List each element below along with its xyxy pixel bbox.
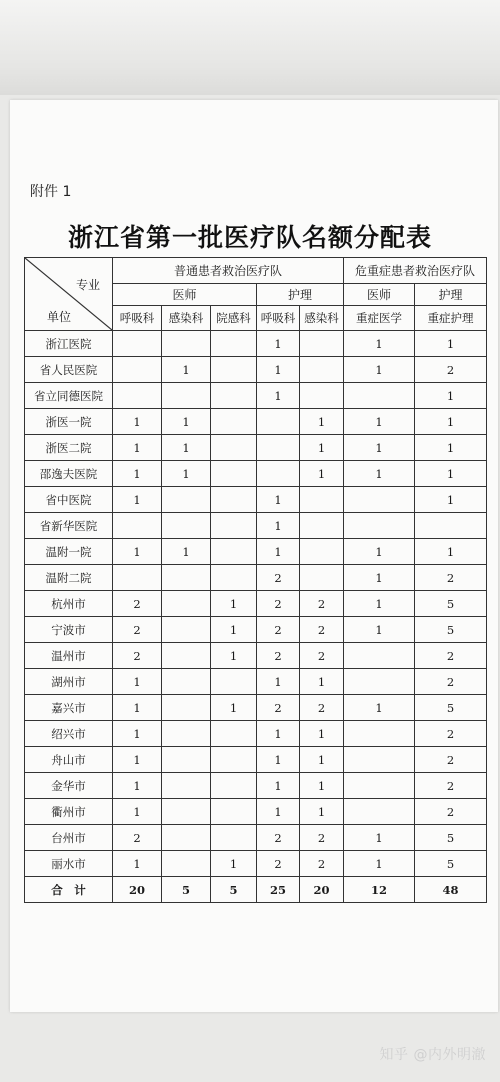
table-row xyxy=(25,357,487,383)
quota-cell: 1 xyxy=(257,747,300,773)
quota-cell xyxy=(300,357,344,383)
subheader-general-doctor: 医师 xyxy=(113,284,257,306)
quota-cell xyxy=(257,435,300,461)
table-row xyxy=(25,851,487,877)
quota-cell xyxy=(162,851,211,877)
quota-cell: 5 xyxy=(415,695,487,721)
unit-name-cell: 衢州市 xyxy=(25,799,113,825)
quota-cell: 2 xyxy=(415,565,487,591)
quota-cell xyxy=(415,513,487,539)
quota-cell xyxy=(211,799,257,825)
quota-cell xyxy=(162,617,211,643)
watermark: 知乎 @内外明澈 xyxy=(379,1047,486,1063)
unit-name-cell: 宁波市 xyxy=(25,617,113,643)
quota-cell: 1 xyxy=(415,409,487,435)
quota-cell xyxy=(162,643,211,669)
quota-cell xyxy=(211,383,257,409)
quota-cell xyxy=(344,513,415,539)
table-row xyxy=(25,487,487,513)
quota-cell xyxy=(211,435,257,461)
table-row xyxy=(25,825,487,851)
table-row xyxy=(25,747,487,773)
total-cell: 20 xyxy=(300,877,344,903)
table-row xyxy=(25,721,487,747)
quota-cell: 2 xyxy=(415,747,487,773)
unit-name-cell: 台州市 xyxy=(25,825,113,851)
quota-cell: 2 xyxy=(257,565,300,591)
column-header: 呼吸科 xyxy=(113,306,162,331)
attachment-label: 附件 1 xyxy=(30,184,72,200)
column-header: 感染科 xyxy=(300,306,344,331)
table-row xyxy=(25,565,487,591)
quota-cell: 1 xyxy=(113,721,162,747)
quota-cell: 1 xyxy=(257,799,300,825)
quota-cell: 1 xyxy=(344,331,415,357)
quota-cell xyxy=(211,825,257,851)
corner-label-specialty: 专业 xyxy=(75,278,100,292)
group-header-general: 普通患者救治医疗队 xyxy=(113,258,344,284)
unit-name-cell: 绍兴市 xyxy=(25,721,113,747)
table-row xyxy=(25,799,487,825)
table-row xyxy=(25,643,487,669)
subheader-critical-doctor: 医师 xyxy=(344,284,415,306)
quota-cell: 1 xyxy=(257,383,300,409)
quota-cell: 1 xyxy=(211,643,257,669)
quota-cell: 2 xyxy=(300,851,344,877)
quota-cell: 1 xyxy=(113,409,162,435)
quota-cell xyxy=(300,331,344,357)
quota-cell: 1 xyxy=(257,487,300,513)
quota-cell xyxy=(162,513,211,539)
quota-cell: 1 xyxy=(113,487,162,513)
quota-cell xyxy=(257,461,300,487)
quota-cell xyxy=(162,799,211,825)
quota-cell xyxy=(300,539,344,565)
quota-cell xyxy=(113,357,162,383)
quota-cell xyxy=(257,409,300,435)
quota-cell xyxy=(211,487,257,513)
quota-cell: 5 xyxy=(415,825,487,851)
quota-cell: 1 xyxy=(257,721,300,747)
quota-cell xyxy=(211,669,257,695)
unit-name-cell: 浙医一院 xyxy=(25,409,113,435)
quota-cell: 1 xyxy=(300,747,344,773)
subheader-critical-nurse: 护理 xyxy=(415,284,487,306)
column-header: 重症护理 xyxy=(415,306,487,331)
quota-cell: 2 xyxy=(415,643,487,669)
table-row xyxy=(25,435,487,461)
total-label-cell: 合 计 xyxy=(25,877,113,903)
quota-cell xyxy=(211,721,257,747)
quota-cell xyxy=(344,799,415,825)
quota-cell: 1 xyxy=(113,435,162,461)
quota-cell: 1 xyxy=(344,539,415,565)
quota-cell: 1 xyxy=(300,669,344,695)
quota-cell xyxy=(211,409,257,435)
unit-name-cell: 杭州市 xyxy=(25,591,113,617)
quota-cell: 1 xyxy=(344,461,415,487)
quota-cell: 1 xyxy=(113,851,162,877)
column-header: 感染科 xyxy=(162,306,211,331)
quota-cell: 1 xyxy=(113,799,162,825)
total-cell: 25 xyxy=(257,877,300,903)
quota-cell: 1 xyxy=(257,669,300,695)
table-row xyxy=(25,461,487,487)
table-row xyxy=(25,383,487,409)
quota-cell: 1 xyxy=(211,851,257,877)
table-row xyxy=(25,669,487,695)
quota-cell xyxy=(211,331,257,357)
quota-cell: 2 xyxy=(415,773,487,799)
quota-cell xyxy=(162,487,211,513)
quota-cell: 1 xyxy=(300,799,344,825)
quota-cell xyxy=(344,721,415,747)
unit-name-cell: 省新华医院 xyxy=(25,513,113,539)
total-cell: 12 xyxy=(344,877,415,903)
quota-cell xyxy=(344,383,415,409)
total-cell: 20 xyxy=(113,877,162,903)
quota-cell: 5 xyxy=(415,851,487,877)
table-row xyxy=(25,773,487,799)
quota-cell: 1 xyxy=(344,695,415,721)
quota-cell: 1 xyxy=(344,409,415,435)
corner-label-unit: 单位 xyxy=(47,310,72,324)
quota-cell: 2 xyxy=(300,591,344,617)
quota-cell: 1 xyxy=(113,747,162,773)
quota-cell: 1 xyxy=(257,331,300,357)
unit-name-cell: 邵逸夫医院 xyxy=(25,461,113,487)
subheader-general-nurse: 护理 xyxy=(257,284,344,306)
unit-name-cell: 丽水市 xyxy=(25,851,113,877)
quota-cell: 1 xyxy=(113,669,162,695)
quota-cell xyxy=(300,487,344,513)
quota-cell: 1 xyxy=(113,773,162,799)
quota-cell: 1 xyxy=(257,773,300,799)
total-cell: 5 xyxy=(211,877,257,903)
unit-name-cell: 舟山市 xyxy=(25,747,113,773)
quota-cell: 2 xyxy=(257,825,300,851)
quota-cell xyxy=(211,513,257,539)
group-header-critical: 危重症患者救治医疗队 xyxy=(344,258,487,284)
quota-cell: 1 xyxy=(344,357,415,383)
table-row xyxy=(25,539,487,565)
total-row xyxy=(25,877,487,903)
quota-cell: 2 xyxy=(415,669,487,695)
quota-cell: 1 xyxy=(211,591,257,617)
quota-cell xyxy=(113,331,162,357)
unit-name-cell: 省中医院 xyxy=(25,487,113,513)
quota-cell: 2 xyxy=(257,695,300,721)
quota-cell: 1 xyxy=(344,617,415,643)
quota-cell xyxy=(300,383,344,409)
quota-cell xyxy=(344,487,415,513)
quota-cell xyxy=(162,565,211,591)
quota-cell: 2 xyxy=(300,617,344,643)
total-cell: 5 xyxy=(162,877,211,903)
quota-cell: 1 xyxy=(257,513,300,539)
quota-cell: 2 xyxy=(300,695,344,721)
quota-cell: 1 xyxy=(162,539,211,565)
quota-cell: 1 xyxy=(300,721,344,747)
quota-cell: 1 xyxy=(162,435,211,461)
quota-cell: 2 xyxy=(257,591,300,617)
unit-name-cell: 嘉兴市 xyxy=(25,695,113,721)
quota-cell xyxy=(162,825,211,851)
quota-cell: 1 xyxy=(344,565,415,591)
photo-top-band xyxy=(0,0,500,95)
quota-cell: 1 xyxy=(415,383,487,409)
quota-cell xyxy=(211,773,257,799)
quota-cell: 2 xyxy=(113,591,162,617)
document-title: 浙江省第一批医疗队名额分配表 xyxy=(67,223,432,252)
quota-cell: 1 xyxy=(300,409,344,435)
quota-cell xyxy=(211,747,257,773)
quota-cell xyxy=(300,565,344,591)
quota-cell xyxy=(162,695,211,721)
quota-cell xyxy=(162,591,211,617)
quota-cell: 5 xyxy=(415,591,487,617)
unit-name-cell: 省人民医院 xyxy=(25,357,113,383)
quota-cell xyxy=(162,669,211,695)
unit-name-cell: 浙医二院 xyxy=(25,435,113,461)
quota-cell xyxy=(162,747,211,773)
quota-cell xyxy=(113,383,162,409)
quota-cell xyxy=(211,539,257,565)
column-header: 院感科 xyxy=(211,306,257,331)
quota-cell xyxy=(211,565,257,591)
quota-cell: 1 xyxy=(344,435,415,461)
quota-cell: 2 xyxy=(257,643,300,669)
unit-name-cell: 湖州市 xyxy=(25,669,113,695)
quota-cell: 2 xyxy=(113,825,162,851)
table-row xyxy=(25,409,487,435)
quota-cell: 1 xyxy=(344,851,415,877)
quota-cell: 2 xyxy=(113,617,162,643)
quota-cell: 1 xyxy=(211,695,257,721)
quota-cell: 2 xyxy=(415,721,487,747)
quota-cell: 1 xyxy=(257,539,300,565)
table-row xyxy=(25,695,487,721)
quota-cell: 1 xyxy=(300,435,344,461)
quota-cell: 1 xyxy=(300,773,344,799)
quota-cell: 1 xyxy=(162,357,211,383)
quota-cell: 1 xyxy=(344,591,415,617)
quota-cell: 1 xyxy=(113,539,162,565)
unit-name-cell: 温州市 xyxy=(25,643,113,669)
total-cell: 48 xyxy=(415,877,487,903)
quota-cell xyxy=(344,669,415,695)
quota-cell: 1 xyxy=(300,461,344,487)
quota-cell xyxy=(113,565,162,591)
quota-cell: 2 xyxy=(300,643,344,669)
table-row xyxy=(25,591,487,617)
quota-cell: 2 xyxy=(257,617,300,643)
quota-cell: 1 xyxy=(162,461,211,487)
quota-cell xyxy=(211,357,257,383)
quota-cell xyxy=(162,721,211,747)
quota-cell: 1 xyxy=(415,461,487,487)
unit-name-cell: 浙江医院 xyxy=(25,331,113,357)
unit-name-cell: 省立同德医院 xyxy=(25,383,113,409)
column-header: 呼吸科 xyxy=(257,306,300,331)
table-row xyxy=(25,617,487,643)
quota-cell xyxy=(113,513,162,539)
quota-cell: 1 xyxy=(113,695,162,721)
quota-cell xyxy=(344,643,415,669)
quota-cell xyxy=(344,747,415,773)
quota-cell xyxy=(162,773,211,799)
quota-cell: 2 xyxy=(415,799,487,825)
unit-name-cell: 温附一院 xyxy=(25,539,113,565)
quota-cell: 1 xyxy=(415,487,487,513)
column-header: 重症医学 xyxy=(344,306,415,331)
quota-cell: 2 xyxy=(300,825,344,851)
corner-header-cell xyxy=(25,258,113,331)
quota-cell: 5 xyxy=(415,617,487,643)
quota-cell xyxy=(344,773,415,799)
quota-cell: 1 xyxy=(415,331,487,357)
quota-cell: 1 xyxy=(344,825,415,851)
quota-cell: 1 xyxy=(415,539,487,565)
quota-cell: 2 xyxy=(257,851,300,877)
quota-cell: 2 xyxy=(415,357,487,383)
quota-cell xyxy=(211,461,257,487)
table-row xyxy=(25,513,487,539)
quota-cell xyxy=(300,513,344,539)
quota-cell: 1 xyxy=(162,409,211,435)
unit-name-cell: 金华市 xyxy=(25,773,113,799)
table-row xyxy=(25,331,487,357)
quota-cell: 1 xyxy=(211,617,257,643)
quota-cell: 1 xyxy=(415,435,487,461)
quota-cell: 1 xyxy=(113,461,162,487)
quota-cell xyxy=(162,331,211,357)
unit-name-cell: 温附二院 xyxy=(25,565,113,591)
allocation-table xyxy=(24,257,487,903)
quota-cell xyxy=(162,383,211,409)
quota-cell: 1 xyxy=(257,357,300,383)
quota-cell: 2 xyxy=(113,643,162,669)
